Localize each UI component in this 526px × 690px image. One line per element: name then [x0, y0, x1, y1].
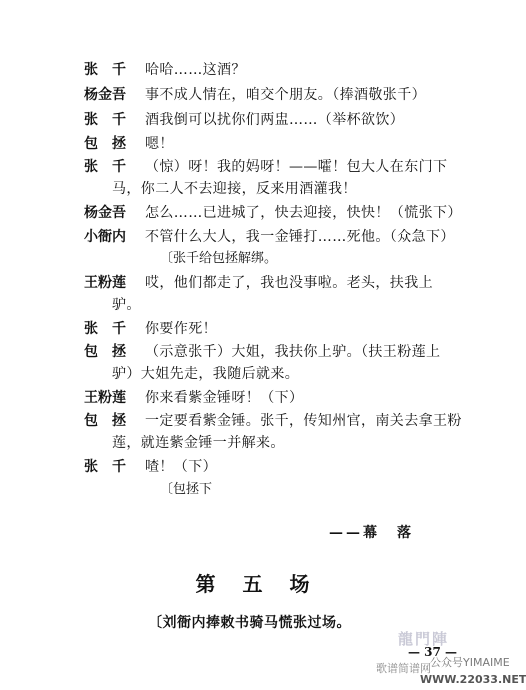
speaker-label: 张 千 — [84, 159, 126, 175]
speaker-label: 包 拯 — [84, 136, 126, 152]
dialogue-text: （示意张千）大姐，我扶你上驴。（扶王粉莲上 — [145, 344, 441, 360]
dialogue-continuation: 驴）大姐先走，我随后就来。 — [112, 366, 300, 382]
watermark-account: 公众号YIMAIME — [430, 656, 510, 669]
curtain-text: ——幕 落 — [329, 525, 414, 541]
dialogue-text: 一定要看紫金锤。张千，传知州官，南关去拿王粉 — [145, 413, 462, 429]
dialogue-text: 酒我倒可以扰你们两盅……（举杯欲饮） — [145, 112, 405, 128]
stage-direction: 〔包拯下 — [160, 482, 213, 497]
speaker-label: 张 千 — [84, 459, 126, 475]
watermark-logo: 龍門陣 — [398, 630, 450, 648]
scene-direction: 〔刘衙内捧敕书骑马慌张过场。 — [148, 615, 351, 631]
watermark-site-name: 歌谱简谱网 — [376, 662, 431, 675]
speaker-label: 包 拯 — [84, 413, 126, 429]
dialogue-continuation: 莲，就连紫金锤一并解来。 — [112, 435, 285, 451]
dialogue-text: 事不成人情在，咱交个朋友。（捧酒敬张千） — [145, 87, 426, 103]
dialogue-text: 怎么……已进城了，快去迎接，快快！（慌张下） — [145, 205, 462, 221]
speaker-label: 包 拯 — [84, 344, 126, 360]
speaker-label: 小衙内 — [84, 229, 126, 245]
dialogue-text: 嗯！ — [145, 136, 174, 152]
page-number: — 37 — — [408, 645, 458, 659]
dialogue-text: 你来看紫金锤呀！（下） — [145, 390, 304, 406]
dialogue-text: 你要作死！ — [145, 321, 217, 337]
dialogue-text: 喳！（下） — [145, 459, 217, 475]
dialogue-text: 不管什么大人，我一金锤打……死他。（众急下） — [145, 229, 455, 245]
speaker-label: 王粉莲 — [84, 390, 126, 406]
dialogue-text: （惊）呀！我的妈呀！——嚯！包大人在东门下 — [145, 159, 448, 175]
speaker-label: 杨金吾 — [84, 87, 126, 103]
dialogue-text: 哎，他们都走了，我也没事啦。老头，扶我上 — [145, 275, 433, 291]
dialogue-continuation: 驴。 — [112, 297, 141, 313]
speaker-label: 王粉莲 — [84, 275, 126, 291]
dialogue-text: 哈哈……这酒？ — [145, 62, 246, 78]
stage-direction: 〔张千给包拯解绑。 — [160, 251, 278, 266]
watermark-url: WWW.22033.NET — [420, 673, 526, 686]
speaker-label: 张 千 — [84, 112, 126, 128]
speaker-label: 张 千 — [84, 62, 126, 78]
speaker-label: 杨金吾 — [84, 205, 126, 221]
scene-title: 第 五 场 — [195, 572, 320, 596]
dialogue-continuation: 马，你二人不去迎接，反来用酒灌我！ — [112, 181, 357, 197]
speaker-label: 张 千 — [84, 321, 126, 337]
